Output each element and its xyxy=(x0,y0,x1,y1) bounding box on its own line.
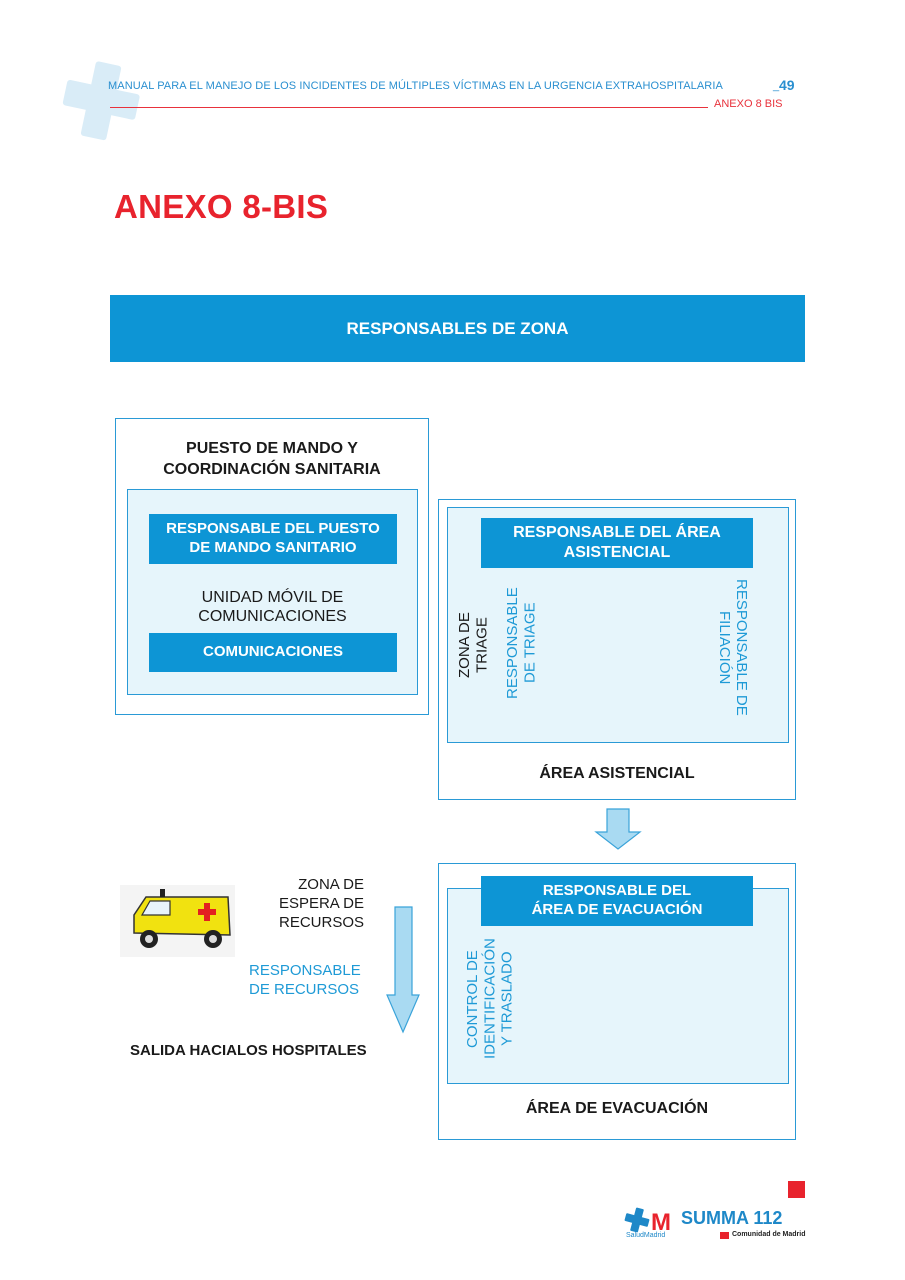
red-square-marker xyxy=(788,1181,805,1198)
control-line1: CONTROL DE xyxy=(464,950,481,1048)
filiation-responsible-label xyxy=(710,570,750,725)
evacuation-area-footer: ÁREA DE EVACUACIÓN xyxy=(525,1100,709,1117)
header-rule xyxy=(110,107,708,108)
triage-responsible-line2: DE TRIAGE xyxy=(521,602,539,684)
care-area-footer: ÁREA ASISTENCIAL xyxy=(539,765,695,782)
command-post-heading-line2: COORDINACIÓN SANITARIA xyxy=(163,460,381,478)
filiation-responsible-line1: RESPONSABLE DE xyxy=(733,579,750,716)
command-post-inner xyxy=(127,489,418,695)
care-area-responsible xyxy=(481,518,753,568)
command-post-responsible-line1: RESPONSABLE DEL PUESTO xyxy=(166,520,380,538)
evacuation-responsible-line1: RESPONSABLE DEL xyxy=(542,882,692,900)
command-post-heading-line1: PUESTO DE MANDO Y xyxy=(186,440,358,457)
summa-112-brand: SUMMA 112 xyxy=(681,1208,783,1228)
exit-hospitals: HOSPITALES xyxy=(271,1042,367,1059)
triage-responsible-line1: RESPONSABLE xyxy=(504,587,521,699)
resources-responsible-line2: DE RECURSOS xyxy=(249,980,360,998)
page-title: ANEXO 8-BIS xyxy=(114,188,329,225)
command-post-responsible-line2: DE MANDO SANITARIO xyxy=(189,539,357,556)
resources-responsible-label xyxy=(249,962,361,1000)
id-transfer-control-label xyxy=(464,934,526,1064)
resource-wait-zone-label xyxy=(254,876,364,932)
wait-line1: ZONA DE xyxy=(298,876,364,893)
wait-line3: RECURSOS xyxy=(278,913,364,931)
ambulance-icon xyxy=(120,883,235,958)
svg-text:M: M xyxy=(651,1209,671,1236)
care-area-box xyxy=(438,499,796,800)
mobile-comm-unit-line2: COMUNICACIONES xyxy=(198,608,347,626)
command-post-heading xyxy=(116,439,428,481)
wait-line2: ESPERA DE xyxy=(278,894,364,912)
exit-prefix: SALIDA HACIALOS xyxy=(130,1042,268,1059)
triage-zone-line2: TRIAGE xyxy=(473,617,491,674)
cross-logo-watermark xyxy=(52,55,152,147)
care-area-responsible-line1: RESPONSABLE DEL ÁREA xyxy=(513,524,721,541)
communications-bar: COMUNICACIONES xyxy=(149,633,397,672)
header-manual-title: MANUAL PARA EL MANEJO DE LOS INCIDENTES DE MÚLTIPLES VÍCTIMAS EN LA URGENCIA EXTRAHOSPITALARIA xyxy=(108,80,723,92)
triage-zone-label xyxy=(456,603,496,688)
control-line2: IDENTIFICACIÓN xyxy=(481,938,499,1060)
triage-zone-line1: ZONA DE xyxy=(456,612,473,679)
care-area-responsible-line2: ASISTENCIAL xyxy=(563,544,671,561)
command-post-responsible xyxy=(149,514,397,564)
page-number: 49 xyxy=(779,77,795,93)
comunidad-madrid-text: Comunidad de Madrid xyxy=(732,1231,806,1238)
salud-madrid-text: SaludMadrid xyxy=(626,1232,666,1239)
down-arrow-icon xyxy=(593,808,643,850)
resources-responsible-line1: RESPONSABLE xyxy=(249,962,361,979)
hospital-exit-label xyxy=(130,1042,367,1059)
comunidad-flag-icon xyxy=(720,1232,729,1239)
zone-responsibles-banner: RESPONSABLES DE ZONA xyxy=(110,295,805,362)
command-post-box xyxy=(115,418,429,715)
filiation-responsible-line2: FILIACIÓN xyxy=(715,610,733,685)
evacuation-area-box xyxy=(438,863,796,1140)
header-annex-label: ANEXO 8 BIS xyxy=(714,98,783,110)
exit-down-arrow-icon xyxy=(385,905,421,1035)
evacuation-responsible-line2: ÁREA DE EVACUACIÓN xyxy=(531,901,703,918)
mobile-comm-unit xyxy=(128,588,417,626)
header-dash: _ xyxy=(773,80,780,92)
mobile-comm-unit-line1: UNIDAD MÓVIL DE xyxy=(201,589,344,606)
control-line3: Y TRASLADO xyxy=(498,951,516,1047)
evacuation-area-responsible xyxy=(481,876,753,926)
triage-responsible-label xyxy=(504,578,544,708)
